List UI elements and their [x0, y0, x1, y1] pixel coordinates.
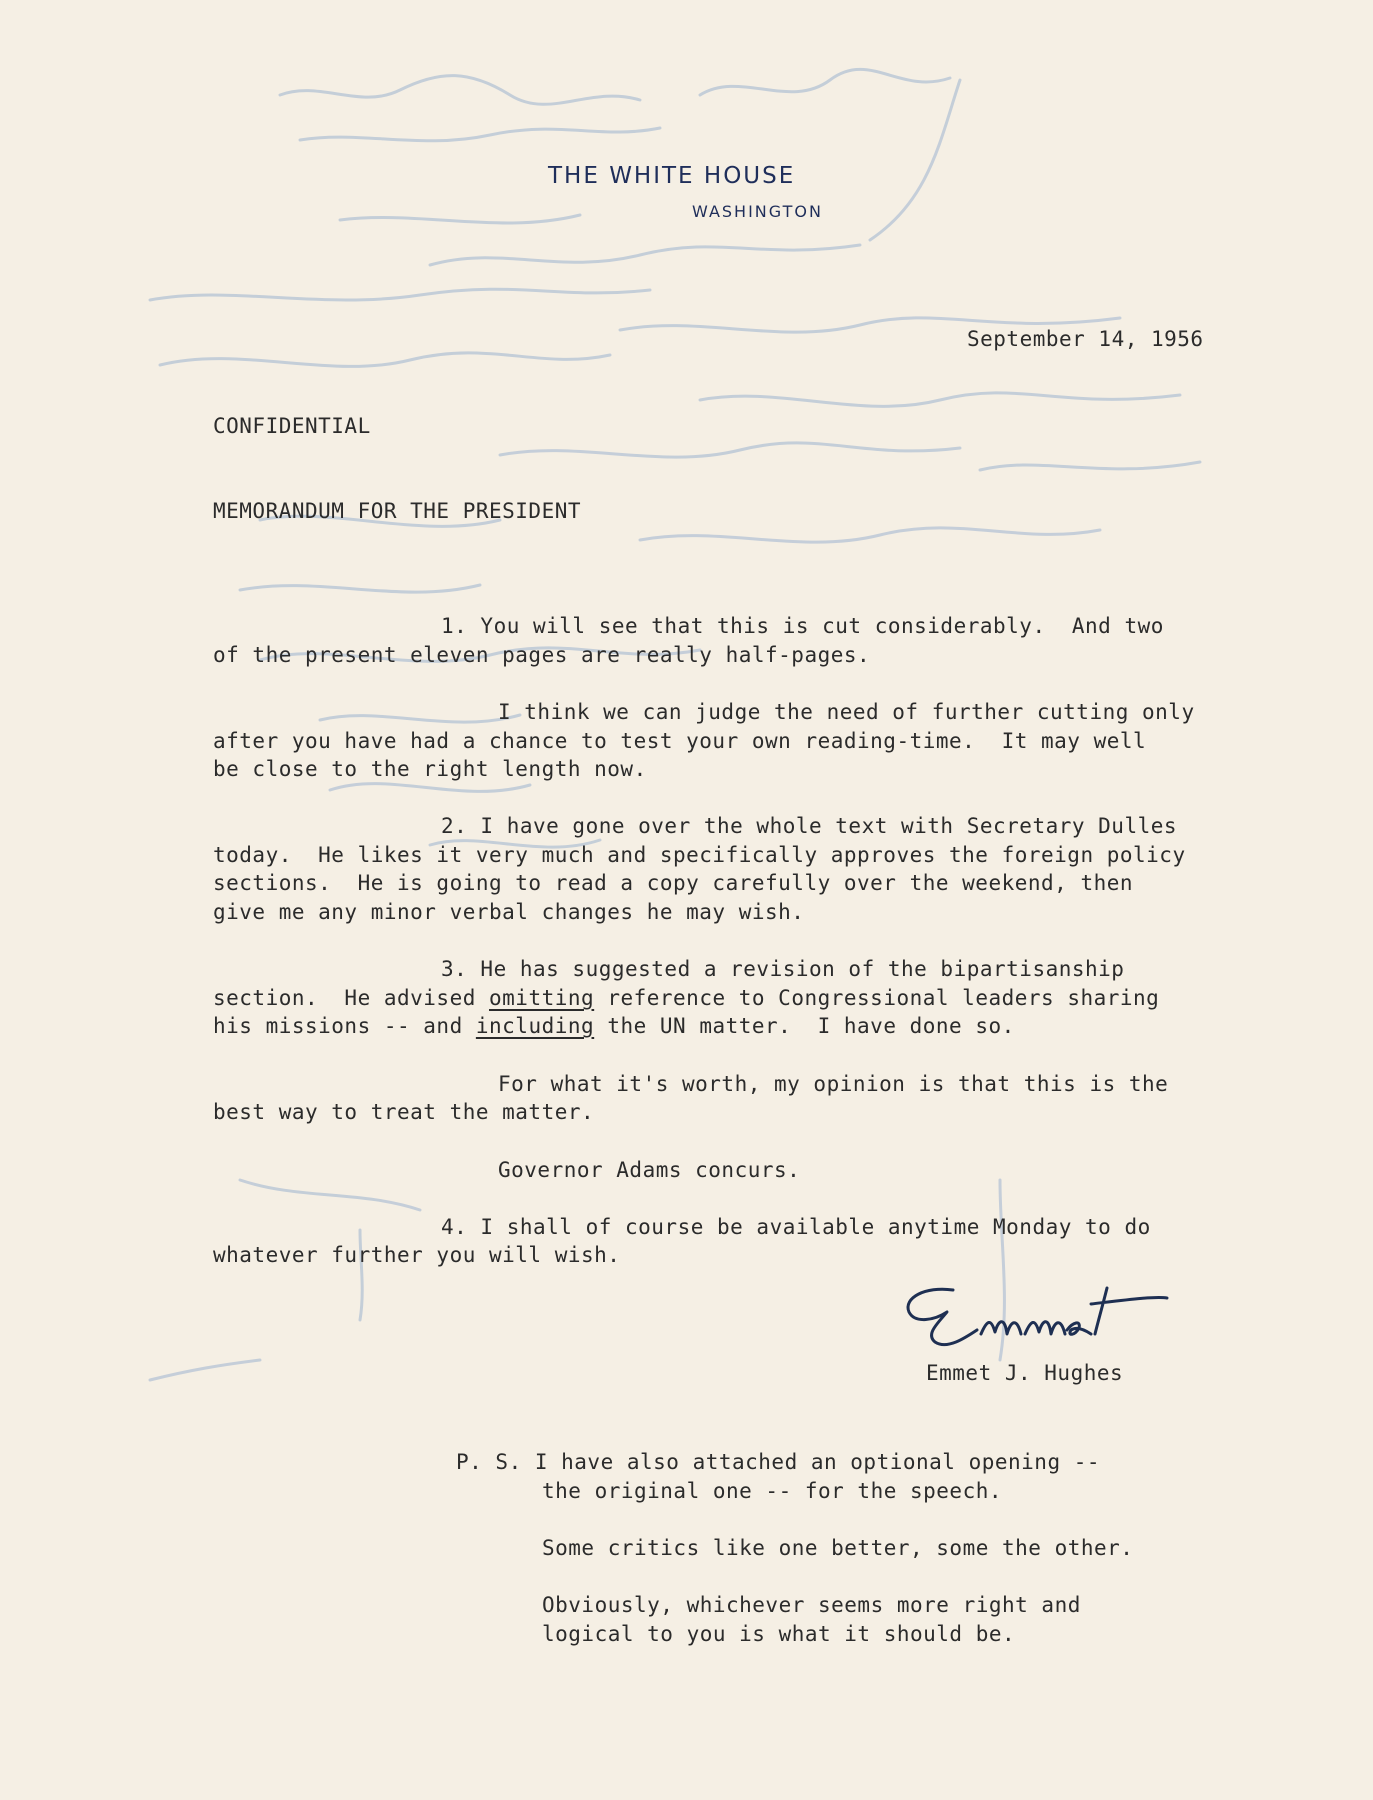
underlined-word-including: including: [475, 1014, 595, 1038]
letterhead-city: WASHINGTON: [692, 202, 823, 221]
letter-date: September 14, 1956: [967, 327, 1204, 351]
paragraph-5-line-1: For what it's worth, my opinion is that this is the: [498, 1072, 1169, 1096]
paragraph-3-line-2: today. He likes it very much and specifically approves the foreign policy: [213, 843, 1186, 867]
paragraph-5-line-2: best way to treat the matter.: [213, 1100, 595, 1124]
postscript-line-3: Some critics like one better, some the other.: [542, 1536, 1134, 1560]
paragraph-2-line-2: after you have had a chance to test your own reading-time. It may well: [213, 729, 1147, 753]
typed-signature-name: Emmet J. Hughes: [926, 1361, 1124, 1385]
paragraph-1-line-2: of the present eleven pages are really half-pages.: [213, 643, 871, 667]
classification-label: CONFIDENTIAL: [213, 414, 371, 438]
postscript-line-5: logical to you is what it should be.: [542, 1622, 1016, 1646]
text-span: his missions -- and: [213, 1014, 476, 1038]
text-span: section. He advised: [213, 986, 490, 1010]
postscript-line-4: Obviously, whichever seems more right and: [542, 1593, 1081, 1617]
paragraph-7-line-2: whatever further you will wish.: [213, 1243, 621, 1267]
postscript-line-1: P. S. I have also attached an optional opening --: [456, 1450, 1101, 1474]
paragraph-2-line-1: I think we can judge the need of further cutting only: [498, 700, 1195, 724]
paragraph-6-line-1: Governor Adams concurs.: [498, 1158, 801, 1182]
text-span: reference to Congressional leaders sharing: [594, 986, 1160, 1010]
paragraph-3-line-3: sections. He is going to read a copy carefully over the weekend, then: [213, 871, 1134, 895]
underlined-word-omitting: omitting: [489, 986, 595, 1010]
memo-heading: MEMORANDUM FOR THE PRESIDENT: [213, 499, 582, 523]
paragraph-4-line-1: 3. He has suggested a revision of the bipartisanship: [441, 957, 1125, 981]
paragraph-1-line-1: 1. You will see that this is cut considerably. And two: [441, 614, 1164, 638]
text-span: the UN matter. I have done so.: [594, 1014, 1015, 1038]
paragraph-3-line-4: give me any minor verbal changes he may wish.: [213, 900, 805, 924]
paragraph-3-line-1: 2. I have gone over the whole text with Secretary Dulles: [441, 814, 1178, 838]
paragraph-7-line-1: 4. I shall of course be available anytime Monday to do: [441, 1215, 1151, 1239]
postscript-line-2: the original one -- for the speech.: [542, 1479, 1003, 1503]
paragraph-4-line-2: [213, 986, 1159, 1010]
handwritten-signature: [895, 1268, 1175, 1358]
paragraph-2-line-3: be close to the right length now.: [213, 757, 647, 781]
letterhead-org: THE WHITE HOUSE: [548, 163, 796, 189]
paragraph-4-line-3: [213, 1014, 1015, 1038]
